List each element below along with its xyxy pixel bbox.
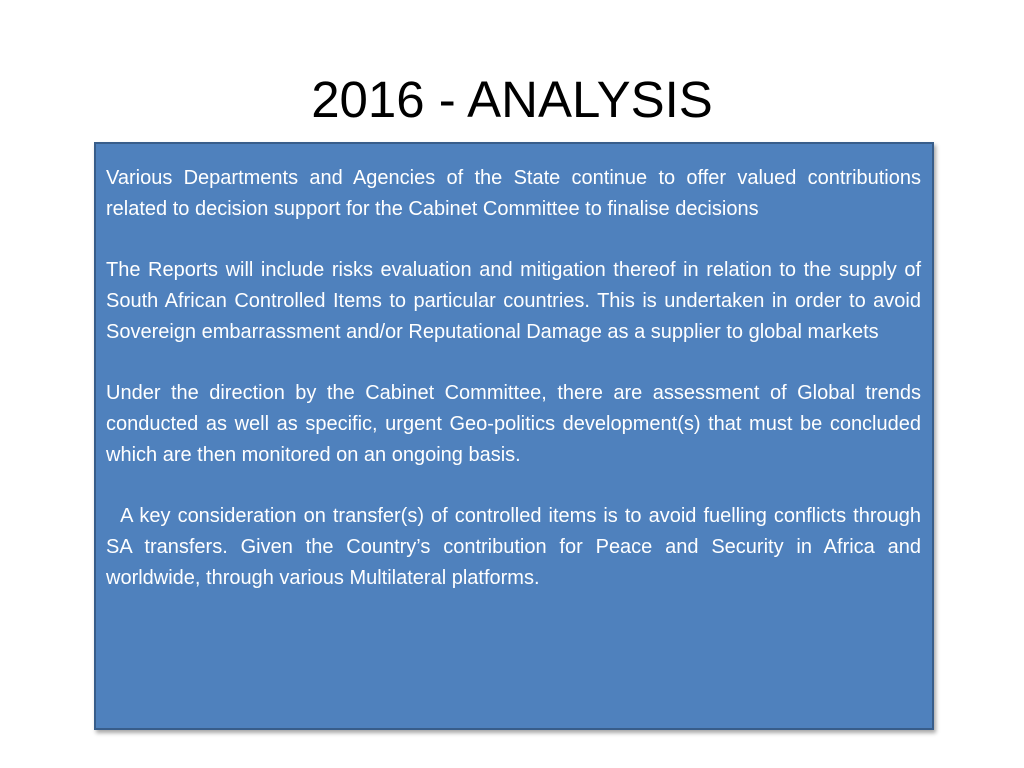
content-text-box [94,142,934,730]
paragraph-decision-support: Various Departments and Agencies of the State continue to offer valued contributions related to decision support for the Cabinet Committee to finalise decisions [106,167,921,220]
paragraph-key-consideration: A key consideration on transfer(s) of controlled items is to avoid fuelling conflicts through SA transfers. Given the Country’s contribution for Peace and Security in Africa and worldwide, through various Multilateral platforms. [106,505,927,589]
slide-title: 2016 - ANALYSIS [311,71,713,128]
paragraph-risk-reports: The Reports will include risks evaluation and mitigation thereof in relation to the supply of South African Controlled Items to particular countries. This is undertaken in order to avoid Sovereign embarrassment and/or Reputational Damage as a supplier to global markets [106,259,921,343]
paragraph-global-trends: Under the direction by the Cabinet Committee, there are assessment of Global trends conducted as well as specific, urgent Geo-politics development(s) that must be concluded which are then monitored on an ongoing basis. [106,382,921,466]
